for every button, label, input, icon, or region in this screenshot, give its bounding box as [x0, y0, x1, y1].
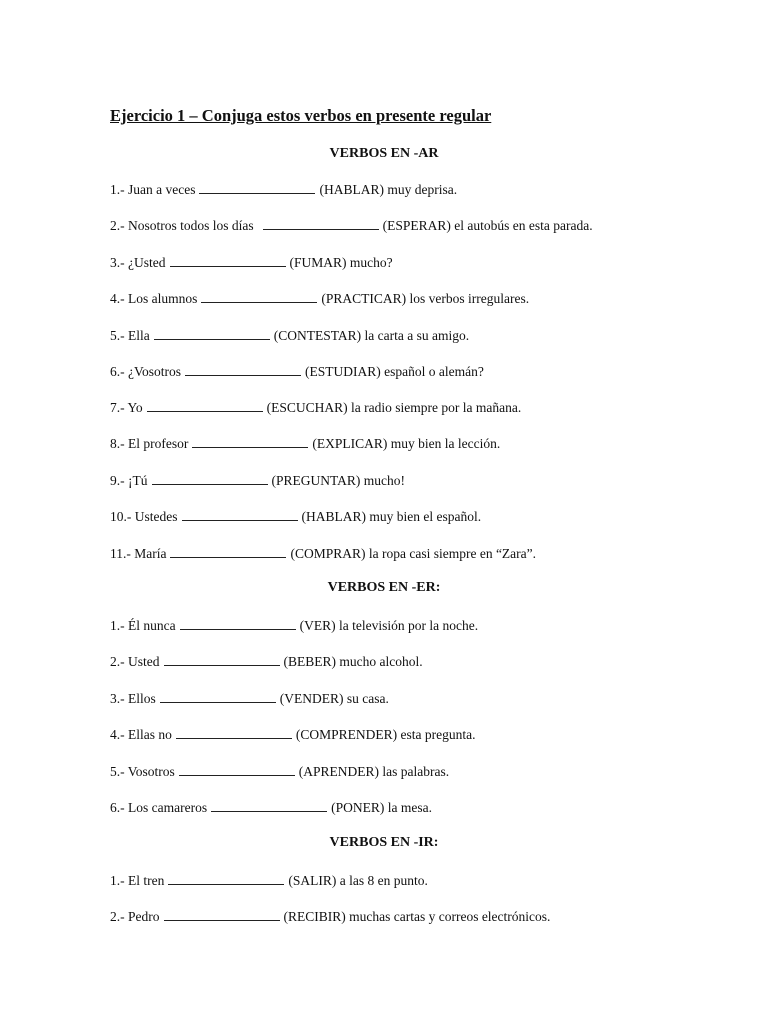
item-subject: Yo: [127, 400, 143, 415]
answer-blank[interactable]: [170, 545, 286, 558]
item-ending: muy bien la lección.: [390, 436, 501, 451]
exercise-item: [110, 508, 481, 526]
item-number: 5.-: [110, 328, 125, 343]
section-heading: VERBOS EN -AR: [329, 146, 439, 161]
exercise-item: [110, 472, 405, 490]
item-verb: (VENDER): [279, 691, 344, 706]
item-subject: El tren: [128, 873, 165, 888]
item-number: 11.-: [110, 546, 131, 561]
answer-blank[interactable]: [185, 363, 301, 376]
item-number: 6.-: [110, 800, 125, 815]
item-number: 10.-: [110, 509, 132, 524]
item-number: 2.-: [110, 909, 125, 924]
item-verb: (PONER): [331, 800, 385, 815]
item-ending: mucho!: [363, 473, 406, 488]
item-number: 7.-: [110, 400, 125, 415]
section-heading: VERBOS EN -IR:: [329, 835, 439, 850]
item-ending: español o alemán?: [384, 364, 484, 379]
answer-blank[interactable]: [164, 653, 280, 666]
answer-blank[interactable]: [180, 617, 296, 630]
item-number: 3.-: [110, 255, 125, 270]
item-number: 1.-: [110, 873, 125, 888]
exercise-item: [110, 653, 423, 671]
item-subject: Usted: [128, 654, 160, 669]
item-subject: Pedro: [128, 909, 160, 924]
answer-blank[interactable]: [176, 726, 292, 739]
item-subject: Vosotros: [127, 764, 175, 779]
item-subject: ¿Usted: [128, 255, 166, 270]
answer-blank[interactable]: [170, 254, 286, 267]
answer-blank[interactable]: [154, 327, 270, 340]
item-subject: ¡Tú: [128, 473, 148, 488]
item-verb: (APRENDER): [298, 764, 380, 779]
item-verb: (EXPLICAR): [312, 436, 388, 451]
item-verb: (HABLAR): [319, 182, 384, 197]
item-ending: la televisión por la noche.: [338, 618, 479, 633]
item-ending: su casa.: [346, 691, 389, 706]
answer-blank[interactable]: [168, 872, 284, 885]
item-ending: a las 8 en punto.: [339, 873, 428, 888]
exercise-item: [110, 217, 593, 235]
exercise-item: [110, 799, 432, 817]
item-verb: (HABLAR): [301, 509, 366, 524]
exercise-item: [110, 908, 550, 926]
item-verb: (BEBER): [283, 654, 336, 669]
item-verb: (COMPRAR): [290, 546, 366, 561]
exercise-item: [110, 872, 428, 890]
answer-blank[interactable]: [201, 290, 317, 303]
item-ending: muy bien el español.: [369, 509, 482, 524]
exercise-item: [110, 181, 457, 199]
exercise-item: [110, 617, 478, 635]
item-number: 9.-: [110, 473, 125, 488]
item-verb: (ESPERAR): [382, 218, 451, 233]
answer-blank[interactable]: [152, 472, 268, 485]
item-verb: (PREGUNTAR): [271, 473, 361, 488]
item-subject: Ustedes: [134, 509, 178, 524]
exercise-item: [110, 690, 389, 708]
exercise-item: [110, 435, 500, 453]
item-number: 8.-: [110, 436, 125, 451]
worksheet-title: Ejercicio 1 – Conjuga estos verbos en presente regular: [110, 106, 492, 125]
item-subject: María: [134, 546, 167, 561]
item-ending: mucho?: [349, 255, 393, 270]
item-subject: Nosotros todos los días: [128, 218, 254, 233]
exercise-item: [110, 545, 536, 563]
answer-blank[interactable]: [192, 435, 308, 448]
item-subject: ¿Vosotros: [128, 364, 182, 379]
item-number: 2.-: [110, 218, 125, 233]
item-ending: mucho alcohol.: [339, 654, 423, 669]
answer-blank[interactable]: [211, 799, 327, 812]
item-number: 5.-: [110, 764, 125, 779]
item-verb: (PRACTICAR): [321, 291, 407, 306]
item-ending: la ropa casi siempre en “Zara”.: [368, 546, 537, 561]
item-ending: esta pregunta.: [400, 727, 476, 742]
item-verb: (CONTESTAR): [273, 328, 362, 343]
item-subject: Ella: [128, 328, 150, 343]
item-number: 4.-: [110, 727, 125, 742]
exercise-item: [110, 254, 393, 272]
answer-blank[interactable]: [160, 690, 276, 703]
item-verb: (COMPRENDER): [295, 727, 398, 742]
item-verb: (VER): [299, 618, 336, 633]
item-ending: la radio siempre por la mañana.: [351, 400, 522, 415]
item-subject: Los camareros: [128, 800, 208, 815]
item-number: 1.-: [110, 618, 125, 633]
answer-blank[interactable]: [182, 508, 298, 521]
item-verb: (ESCUCHAR): [266, 400, 348, 415]
item-ending: el autobús en esta parada.: [454, 218, 593, 233]
item-subject: Juan a veces: [128, 182, 196, 197]
item-ending: muchas cartas y correos electrónicos.: [349, 909, 551, 924]
answer-blank[interactable]: [199, 181, 315, 194]
exercise-item: [110, 399, 521, 417]
item-number: 6.-: [110, 364, 125, 379]
item-number: 2.-: [110, 654, 125, 669]
item-ending: las palabras.: [382, 764, 450, 779]
item-ending: muy deprisa.: [387, 182, 458, 197]
item-ending: la carta a su amigo.: [364, 328, 470, 343]
exercise-item: [110, 363, 484, 381]
item-verb: (ESTUDIAR): [305, 364, 381, 379]
exercise-item: [110, 290, 529, 308]
answer-blank[interactable]: [263, 217, 379, 230]
item-subject: Los alumnos: [128, 291, 198, 306]
item-subject: El profesor: [128, 436, 189, 451]
item-number: 4.-: [110, 291, 125, 306]
item-verb: (RECIBIR): [283, 909, 346, 924]
item-verb: (FUMAR): [289, 255, 347, 270]
exercise-item: [110, 726, 475, 744]
answer-blank[interactable]: [164, 908, 280, 921]
item-verb: (SALIR): [288, 873, 337, 888]
item-subject: Él nunca: [128, 618, 176, 633]
item-number: 3.-: [110, 691, 125, 706]
item-subject: Ellos: [128, 691, 156, 706]
item-ending: los verbos irregulares.: [409, 291, 530, 306]
answer-blank[interactable]: [147, 399, 263, 412]
item-ending: la mesa.: [387, 800, 432, 815]
exercise-item: [110, 327, 469, 345]
exercise-item: [110, 763, 449, 781]
item-number: 1.-: [110, 182, 125, 197]
answer-blank[interactable]: [179, 763, 295, 776]
item-subject: Ellas no: [128, 727, 172, 742]
section-heading: VERBOS EN -ER:: [327, 580, 441, 595]
